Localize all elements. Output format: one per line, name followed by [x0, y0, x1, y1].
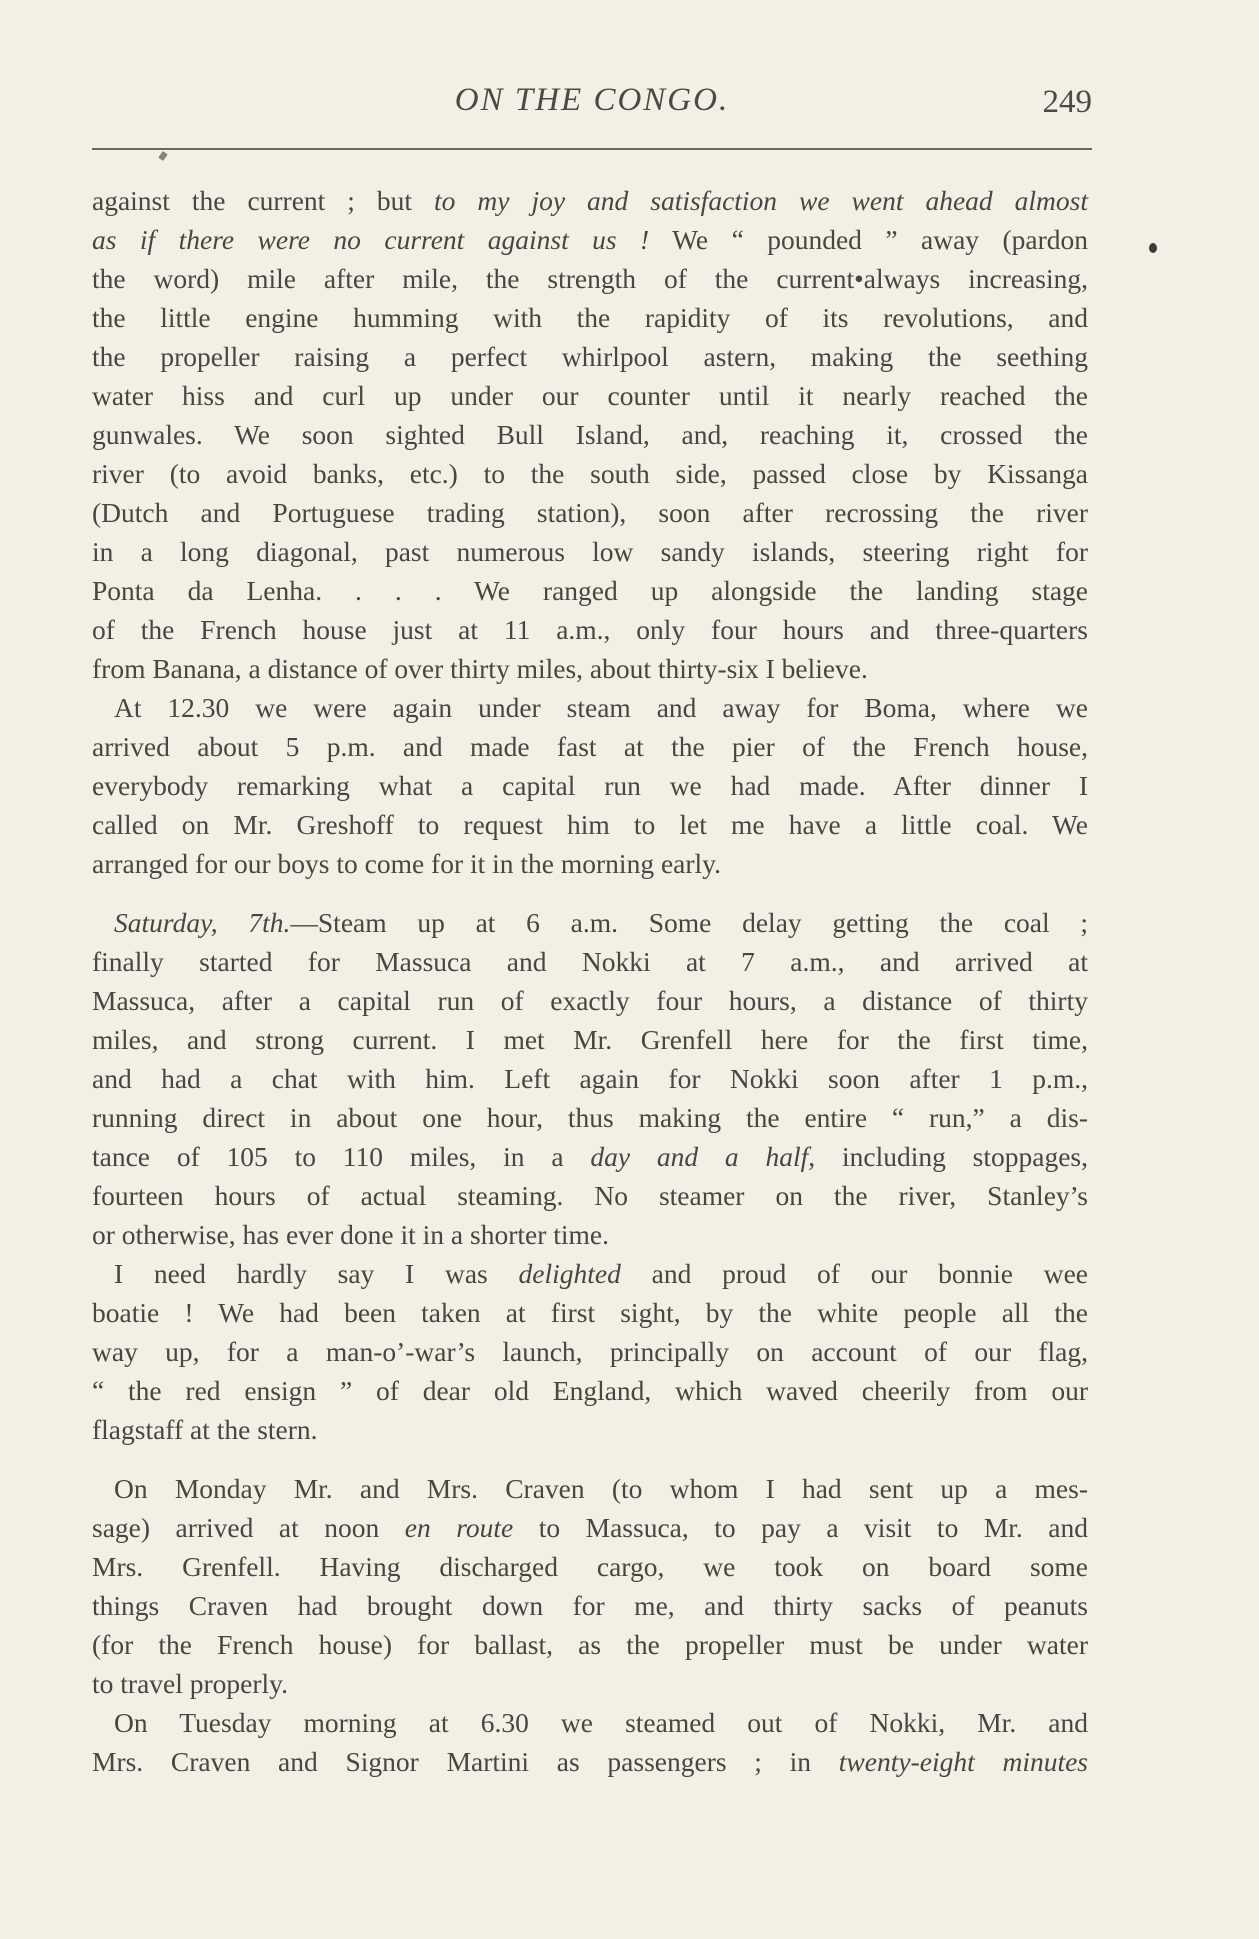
text-line: [92, 1098, 1088, 1137]
text-run: Massuca, after a capital run of exactly four hours, a distance of thirty: [92, 985, 1088, 1016]
text-line: [92, 220, 1088, 259]
text-line: [92, 337, 1088, 376]
text-run: (for the French house) for ballast, as the propeller must be under water: [92, 1629, 1088, 1660]
text-run: against the current ; but: [92, 185, 435, 216]
running-title: ON THE CONGO.: [454, 82, 730, 118]
text-run: finally started for Massuca and Nokki at 7 a.m., and arrived at: [92, 946, 1088, 977]
italic-run: to my joy and satisfaction we went ahead almost: [434, 185, 1088, 216]
text-line: [92, 1742, 1088, 1781]
text-run: everybody remarking what a capital run we had made. After dinner I: [92, 770, 1088, 801]
text-line: [92, 942, 1088, 981]
text-line: [92, 610, 1088, 649]
text-line: [92, 1586, 1088, 1625]
text-line: [92, 1625, 1088, 1664]
text-run: to travel properly.: [92, 1668, 288, 1699]
text-run: fourteen hours of actual steaming. No steamer on the river, Stanley’s: [92, 1180, 1088, 1211]
paragraph: [92, 1254, 1088, 1449]
text-run: gunwales. We soon sighted Bull Island, and, reaching it, crossed the: [92, 419, 1088, 450]
text-line: [92, 1176, 1088, 1215]
italic-run: day and a half: [590, 1141, 809, 1172]
text-run: and proud of our bonnie wee: [620, 1258, 1089, 1289]
text-run: Mrs. Craven and Signor Martini as passengers ; in: [92, 1746, 839, 1777]
text-line: [92, 571, 1088, 610]
text-line: [92, 1293, 1088, 1332]
text-run: from Banana, a distance of over thirty miles, about thirty-six I believe.: [92, 653, 868, 684]
text-line: [92, 688, 1088, 727]
text-line: [92, 1547, 1088, 1586]
text-line: [92, 903, 1088, 942]
text-run: On Tuesday morning at 6.30 we steamed out of Nokki, Mr. and: [114, 1707, 1088, 1738]
text-run: arranged for our boys to come for it in the morning early.: [92, 848, 721, 879]
text-line: [92, 844, 1088, 883]
ink-spot: [1149, 243, 1157, 253]
text-run: things Craven had brought down for me, and thirty sacks of peanuts: [92, 1590, 1088, 1621]
body-text: [92, 181, 1088, 1781]
text-run: We “ pounded ” away (pardon: [649, 224, 1088, 255]
print-mark: [158, 151, 168, 161]
text-line: [92, 1469, 1088, 1508]
text-run: of the French house just at 11 a.m., only four hours and three-quarters: [92, 614, 1088, 645]
text-run: boatie ! We had been taken at first sight, by the white people all the: [92, 1297, 1088, 1328]
text-line: [92, 1664, 1088, 1703]
text-run: Ponta da Lenha. . . . We ranged up alongside the landing stage: [92, 575, 1088, 606]
text-run: flagstaff at the stern.: [92, 1414, 318, 1445]
text-line: [92, 649, 1088, 688]
italic-run: en route: [404, 1512, 514, 1543]
paragraph: [92, 1469, 1088, 1703]
page-number: 249: [1042, 84, 1092, 120]
text-line: [92, 1059, 1088, 1098]
text-line: [92, 805, 1088, 844]
text-run: arrived about 5 p.m. and made fast at the pier of the French house,: [92, 731, 1088, 762]
text-line: [92, 766, 1088, 805]
paragraph: [92, 903, 1088, 1254]
text-line: [92, 493, 1088, 532]
text-run: river (to avoid banks, etc.) to the south side, passed close by Kissanga: [92, 458, 1088, 489]
text-line: [92, 532, 1088, 571]
text-line: [92, 981, 1088, 1020]
italic-run: twenty-eight minutes: [838, 1746, 1089, 1777]
text-run: or otherwise, has ever done it in a shorter time.: [92, 1219, 609, 1250]
text-line: [92, 1215, 1088, 1254]
text-line: [92, 415, 1088, 454]
text-run: —Steam up at 6 a.m. Some delay getting the coal ;: [290, 907, 1088, 938]
paragraph: [92, 1703, 1088, 1781]
running-head: [92, 82, 1092, 126]
text-run: called on Mr. Greshoff to request him to let me have a little coal. We: [92, 809, 1088, 840]
text-line: [92, 1332, 1088, 1371]
text-line: [92, 1137, 1088, 1176]
paragraph: [92, 181, 1088, 688]
text-line: [92, 727, 1088, 766]
text-line: [92, 298, 1088, 337]
text-run: “ the red ensign ” of dear old England, which waved cheerily from our: [92, 1375, 1088, 1406]
text-run: and had a chat with him. Left again for Nokki soon after 1 p.m.,: [92, 1063, 1088, 1094]
text-run: in a long diagonal, past numerous low sandy islands, steering right for: [92, 536, 1088, 567]
text-run: water hiss and curl up under our counter until it nearly reached the: [92, 380, 1088, 411]
text-line: [92, 1703, 1088, 1742]
text-line: [92, 1254, 1088, 1293]
text-line: [92, 181, 1088, 220]
italic-run: delighted: [518, 1258, 621, 1289]
text-run: tance of 105 to 110 miles, in a: [92, 1141, 591, 1172]
text-line: [92, 1020, 1088, 1059]
text-run: running direct in about one hour, thus making the entire “ run,” a dis-: [92, 1102, 1088, 1133]
text-run: (Dutch and Portuguese trading station), soon after recrossing the river: [92, 497, 1088, 528]
text-run: On Monday Mr. and Mrs. Craven (to whom I had sent up a mes-: [114, 1473, 1088, 1504]
text-line: [92, 259, 1088, 298]
italic-run: Saturday, 7th.: [114, 907, 291, 938]
italic-run: as if there were no current against us !: [92, 224, 650, 255]
header-rule: [92, 148, 1092, 150]
text-run: the little engine humming with the rapidity of its revolutions, and: [92, 302, 1088, 333]
text-run: miles, and strong current. I met Mr. Grenfell here for the first time,: [92, 1024, 1088, 1055]
text-run: the propeller raising a perfect whirlpool astern, making the seething: [92, 341, 1088, 372]
text-line: [92, 454, 1088, 493]
text-line: [92, 376, 1088, 415]
paragraph: [92, 688, 1088, 883]
text-run: way up, for a man-o’-war’s launch, principally on account of our flag,: [92, 1336, 1088, 1367]
text-line: [92, 1371, 1088, 1410]
text-run: the word) mile after mile, the strength of the current•always increasing,: [92, 263, 1088, 294]
text-line: [92, 1410, 1088, 1449]
text-run: At 12.30 we were again under steam and away for Boma, where we: [114, 692, 1088, 723]
text-run: to Massuca, to pay a visit to Mr. and: [513, 1512, 1088, 1543]
text-run: Mrs. Grenfell. Having discharged cargo, we took on board some: [92, 1551, 1088, 1582]
text-run: sage) arrived at noon: [92, 1512, 405, 1543]
text-run: I need hardly say I was: [114, 1258, 519, 1289]
text-run: , including stoppages,: [808, 1141, 1088, 1172]
text-line: [92, 1508, 1088, 1547]
